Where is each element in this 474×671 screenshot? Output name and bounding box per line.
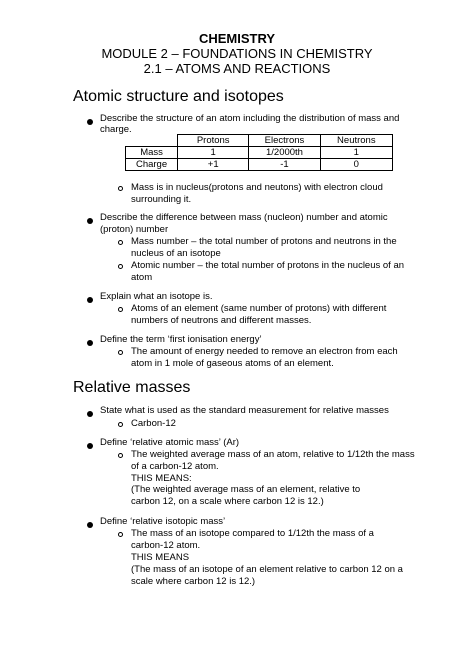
question-text: charge. [100, 124, 132, 135]
table-cell: +1 [178, 159, 249, 171]
answer-text: THIS MEANS: [131, 473, 192, 484]
question-text: Define ‘relative isotopic mass’ [100, 516, 226, 527]
question-text: Define ‘relative atomic mass’ (Ar) [100, 437, 240, 448]
table-header-row [126, 135, 393, 147]
table-cell: 0 [320, 159, 392, 171]
bullet-icon [87, 297, 93, 303]
bullet-icon [87, 340, 93, 346]
table-header-cell: Protons [178, 135, 249, 147]
sub-bullet-icon [118, 350, 123, 355]
table-row [126, 147, 393, 159]
table-header-cell: Electrons [249, 135, 320, 147]
table-row-label: Charge [126, 159, 178, 171]
answer-text: Mass is in nucleus(protons and neutons) with electron cloud [131, 182, 383, 193]
answer-text: numbers of neutrons and different masses. [131, 315, 312, 326]
sub-bullet-icon [118, 453, 123, 458]
answer-text: scale where carbon 12 is 12.) [131, 576, 256, 587]
section-heading-relative-masses: Relative masses [73, 379, 191, 396]
sub-bullet-icon [118, 264, 123, 269]
document-title: CHEMISTRY [198, 31, 276, 46]
section-heading-atomic-structure: Atomic structure and isotopes [73, 88, 284, 105]
answer-text: The amount of energy needed to remove an electron from each [131, 346, 398, 357]
sub-bullet-icon [118, 422, 123, 427]
sub-bullet-icon [118, 307, 123, 312]
answer-text: (The mass of an isotope of an element relative to carbon 12 on a [131, 564, 403, 575]
answer-text: surrounding it. [131, 194, 192, 205]
table-cell: 1 [320, 147, 392, 159]
module-title: MODULE 2 – FOUNDATIONS IN CHEMISTRY [101, 46, 373, 61]
answer-text: carbon 12, on a scale where carbon 12 is 12.) [131, 496, 324, 507]
table-cell: 1/2000th [249, 147, 320, 159]
bullet-icon [87, 218, 93, 224]
answer-text: nucleus of an isotope [131, 248, 221, 259]
bullet-icon [87, 522, 93, 528]
answer-text: The weighted average mass of an atom, relative to 1/12th the mass [131, 449, 415, 460]
answer-text: Mass number – the total number of protons and neutrons in the [131, 236, 397, 247]
question-text: State what is used as the standard measurement for relative masses [100, 405, 389, 416]
table-header-cell: Neutrons [320, 135, 392, 147]
subatomic-particles-table [125, 134, 393, 171]
sub-bullet-icon [118, 240, 123, 245]
answer-text: Atoms of an element (same number of protons) with different [131, 303, 387, 314]
question-text: Define the term ‘first ionisation energy’ [100, 334, 262, 345]
bullet-icon [87, 443, 93, 449]
answer-text: Carbon-12 [131, 418, 176, 429]
sub-bullet-icon [118, 532, 123, 537]
table-corner-cell [126, 135, 178, 147]
question-text: Explain what an isotope is. [100, 291, 213, 302]
answer-text: (The weighted average mass of an element, relative to [131, 484, 361, 495]
table-cell: -1 [249, 159, 320, 171]
sub-bullet-icon [118, 186, 123, 191]
question-text: (proton) number [100, 224, 169, 235]
table-row [126, 159, 393, 171]
answer-text: atom in 1 mole of gaseous atoms of an element. [131, 358, 334, 369]
answer-text: carbon-12 atom. [131, 540, 201, 551]
answer-text: The mass of an isotope compared to 1/12th the mass of a [131, 528, 374, 539]
question-text: Describe the structure of an atom including the distribution of mass and [100, 113, 400, 124]
topic-title: 2.1 – ATOMS AND REACTIONS [143, 61, 331, 76]
bullet-icon [87, 411, 93, 417]
answer-text: Atomic number – the total number of protons in the nucleus of an [131, 260, 405, 271]
bullet-icon [87, 119, 93, 125]
question-text: Describe the difference between mass (nucleon) number and atomic [100, 212, 388, 223]
answer-text: atom [131, 272, 153, 283]
answer-text: of a carbon-12 atom. [131, 461, 219, 472]
table-row-label: Mass [126, 147, 178, 159]
table-cell: 1 [178, 147, 249, 159]
answer-text: THIS MEANS [131, 552, 190, 563]
